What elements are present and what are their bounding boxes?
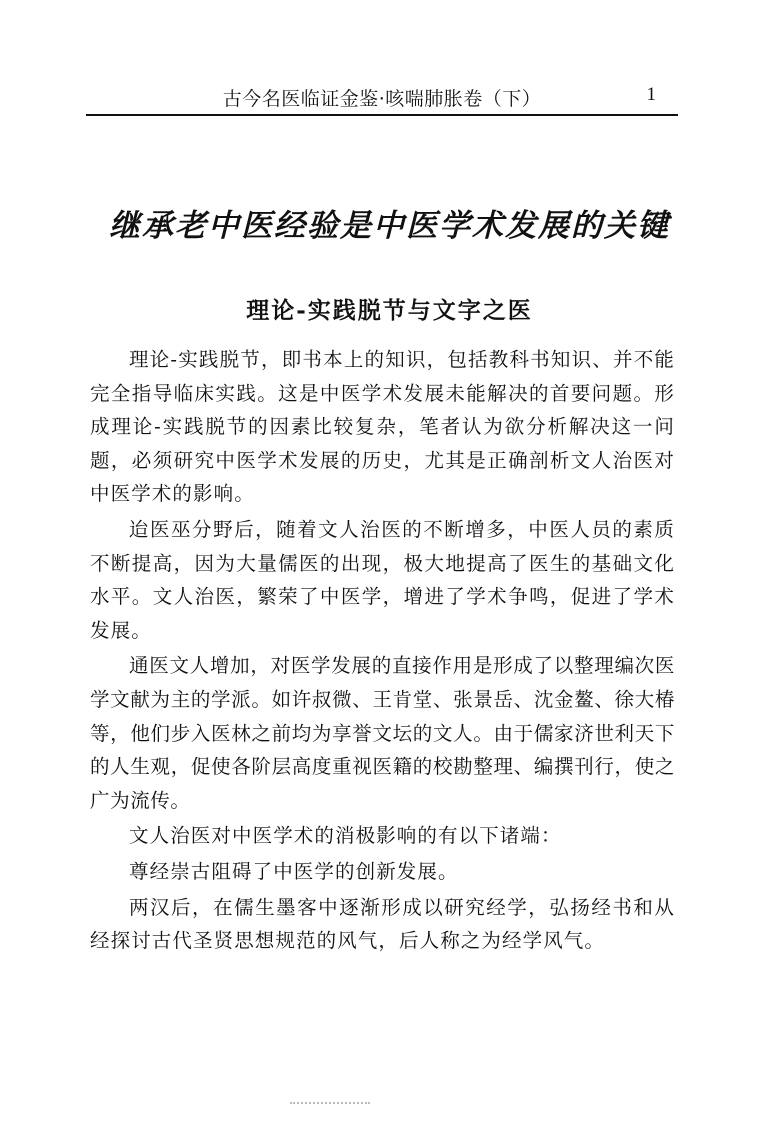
paragraph-3: 通医文人增加，对医学发展的直接作用是形成了以整理编次医学文献为主的学派。如许叔微、王肯堂、张景岳、沈金鳌、徐大椿等，他们步入医林之前均为享誉文坛的文人。由于儒家济世利天下的人生观，促使各阶层高度重视医籍的校勘整理、编撰刊行，使之广为流传。: [90, 654, 675, 812]
paragraph-6: 两汉后，在儒生墨客中逐渐形成以研究经学，弘扬经书和从经探讨古代圣贤思想规范的风气，后人称之为经学风气。: [90, 895, 675, 953]
body-text: [90, 343, 675, 960]
paragraph-2: 迨医巫分野后，随着文人治医的不断增多，中医人员的素质不断提高，因为大量儒医的出现，极大地提高了医生的基础文化水平。文人治医，繁荣了中医学，增进了学术争鸣，促进了学术发展。: [90, 517, 675, 642]
article-title: 继承老中医经验是中医学术发展的关键: [109, 208, 670, 244]
page-number: 1: [646, 84, 656, 105]
scan-smudge: [290, 1102, 370, 1108]
running-header: [86, 78, 678, 116]
running-title: 古今名医临证金鉴·咳喘肺胀卷（下）: [222, 88, 542, 110]
paragraph-1: 理论-实践脱节，即书本上的知识，包括教科书知识、并不能完全指导临床实践。这是中医学术发展未能解决的首要问题。形成理论-实践脱节的因素比较复杂，笔者认为欲分析解决这一问题，必须研究中医学术发展的历史，尤其是正确剖析文人治医对中医学术的影响。: [90, 348, 675, 506]
paragraph-4: 文人治医对中医学术的消极影响的有以下诸端：: [129, 824, 562, 848]
paragraph-5: 尊经崇古阻碍了中医学的创新发展。: [129, 859, 459, 883]
section-heading: 理论-实践脱节与文字之医: [246, 297, 533, 324]
